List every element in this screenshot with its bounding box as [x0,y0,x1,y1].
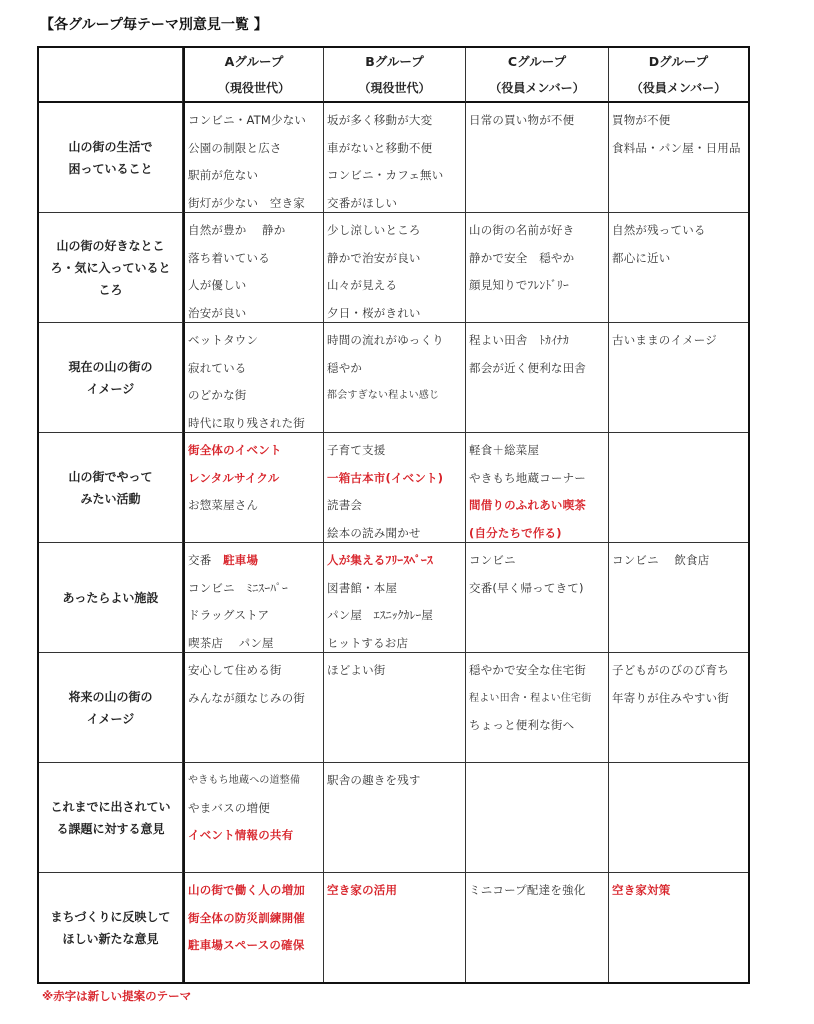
opinion-item: 程よい田舎 ﾄｶｲﾅｶ [469,333,569,347]
opinion-item: 読書会 [327,498,363,512]
proposal-item: 人が集えるﾌﾘｰｽﾍﾟｰｽ [327,553,433,567]
opinion-item: 古いままのイメージ [612,333,717,347]
row-theme-line: ころ [98,282,123,297]
row-theme-label [39,873,183,982]
opinion-item: 買物が不便 [612,113,671,127]
opinion-item: コンビニ ﾐﾆｽｰﾊﾟｰ [188,580,288,595]
proposal-item: 一箱古本市(イベント) [327,470,444,485]
opinion-cell [324,433,466,543]
row-theme-text [50,796,170,840]
opinion-cell [183,653,324,763]
column-group-role: （役員メンバー） [630,81,727,95]
opinion-item: 時代に取り残された街 [188,415,305,430]
row-theme-text [51,906,171,950]
opinion-item: 時間の流れがゆっくり [327,333,444,347]
opinion-item: コンビニ [469,553,516,567]
opinion-item: ほどよい街 [327,663,386,677]
opinion-cell [609,763,748,873]
opinion-item: 山の街の名前が好き [469,223,575,237]
row-theme-text [50,235,170,301]
opinion-item: 駅舎の趣きを残す [327,773,421,787]
proposal-item: 街全体のイベント [188,443,282,457]
opinion-item: 街灯が少ない 空き家 [188,195,305,210]
opinion-item: 静かで安全 穏やか [469,250,575,265]
opinion-item: 都会が近く便利な田舎 [469,360,586,375]
row-theme-text [68,466,152,510]
opinion-item: みんなが顔なじみの街 [188,690,305,705]
opinion-cell [183,763,324,873]
opinion-item: 人が優しい [188,278,247,292]
row-theme-label [39,213,183,323]
opinion-item [188,547,323,575]
opinion-cell [183,323,324,433]
opinion-cell [466,103,609,213]
row-theme-line: ろ・気に入っていると [50,260,171,275]
opinion-cell [609,103,748,213]
opinion-cell [324,543,466,653]
row-theme-text [68,136,152,180]
column-group-role: （現役世代） [217,81,290,95]
opinion-cell [466,873,609,982]
opinion-item: 程よい田舎・程よい住宅街 [469,692,592,704]
column-group-name: Bグループ [365,54,424,69]
opinion-cell [466,543,609,653]
row-theme-line: イメージ [86,711,135,726]
opinion-cell [609,543,748,653]
proposal-item: (自分たちで作る) [469,525,562,540]
opinion-item: 自然が残っている [612,223,706,237]
opinion-item: やまバスの増便 [188,800,270,815]
row-theme-text [68,356,152,400]
opinion-item: コンビニ・カフェ無い [327,168,444,182]
opinion-item: 穏やかで安全な住宅街 [469,663,586,677]
opinion-item: 治安が良い [188,305,247,320]
row-theme-label [39,763,183,873]
opinion-item: 顔見知りでﾌﾚﾝﾄﾞﾘｰ [469,278,569,292]
opinion-item: 駅前が危ない [188,168,259,182]
column-header [466,48,609,103]
opinion-item: 喫茶店 パン屋 [188,635,274,650]
opinion-item: 公園の制限と広さ [188,140,282,155]
opinion-cell [466,433,609,543]
proposal-item: 空き家の活用 [327,883,398,897]
opinion-item: 都会すぎない程よい感じ [327,390,440,401]
row-theme-text [63,587,159,609]
row-theme-line: 現在の山の街の [68,359,153,374]
proposal-item: レンタルサイクル [188,470,280,485]
row-theme-line: 将来の山の街の [68,689,153,704]
opinion-item: 車がないと移動不便 [327,140,433,155]
proposal-item: 街全体の防災訓練開催 [188,910,305,925]
opinion-item: 軽食＋総菜屋 [469,443,540,457]
row-theme-label [39,103,183,213]
row-theme-line: 困っていること [68,161,153,176]
opinion-cell [609,873,748,982]
header-corner [39,48,183,103]
proposal-item: 山の街で働く人の増加 [188,883,305,897]
row-theme-label [39,323,183,433]
opinion-item: ちょっと便利な街へ [469,718,575,732]
row-theme-label [39,653,183,763]
opinion-cell [609,323,748,433]
opinion-item: 日常の買い物が不便 [469,113,575,127]
opinion-cell [466,323,609,433]
row-theme-label [39,543,183,653]
column-header [609,48,748,103]
row-theme-line: まちづくりに反映して [50,909,171,924]
opinion-cell [324,873,466,982]
opinion-cell [609,433,748,543]
opinion-item: 落ち着いている [188,250,270,265]
opinion-item: 絵本の読み聞かせ [327,525,421,540]
opinion-cell [466,763,609,873]
opinion-item: 子どもがのびのび育ち [612,663,729,677]
opinion-cell [466,213,609,323]
opinion-cell [324,213,466,323]
column-group-role: （現役世代） [358,81,431,95]
proposal-item: イベント情報の共有 [188,828,294,842]
opinion-cell [466,653,609,763]
opinion-cell [609,213,748,323]
proposal-fragment: 駐車場 [223,553,259,567]
opinion-item: 穏やか [327,360,363,375]
opinion-cell [609,653,748,763]
row-theme-line: 山の街の好きなとこ [56,238,165,253]
row-theme-line: みたい活動 [80,491,141,506]
opinion-item: ヒットするお店 [327,635,409,650]
opinion-cell [324,103,466,213]
opinion-item: お惣菜屋さん [188,498,259,512]
opinion-item: 山々が見える [327,278,398,292]
row-theme-label [39,433,183,543]
row-theme-line: 山の街でやって [68,469,153,484]
column-group-name: Aグループ [224,54,284,69]
opinion-cell [324,323,466,433]
row-theme-line: イメージ [86,381,135,396]
opinion-item: 自然が豊か 静か [188,223,286,237]
opinion-item: 夕日・桜がきれい [327,305,421,320]
opinion-item: 年寄りが住みやすい街 [612,690,729,705]
column-group-name: Cグループ [507,54,567,69]
opinion-item: 交番(早く帰ってきて) [469,580,584,595]
opinion-item: コンビニ・ATM少ない [188,113,307,127]
column-group-name: Dグループ [648,54,709,69]
opinion-item: 食料品・パン屋・日用品 [612,140,741,155]
proposal-item: 空き家対策 [612,883,671,897]
column-header [324,48,466,103]
opinion-item: ドラッグストア [188,608,270,622]
opinion-item: 坂が多く移動が大変 [327,113,433,127]
column-header [183,48,324,103]
opinion-item: 安心して住める街 [188,663,282,677]
opinion-item: ベットタウン [188,333,259,347]
opinion-table [37,46,750,984]
document-title: 【各グループ毎テーマ別意見一覧 】 [40,17,268,33]
row-theme-line: これまでに出されてい [50,799,171,814]
opinion-cell [324,763,466,873]
row-theme-line: る課題に対する意見 [56,821,165,836]
opinion-item: やきもち地蔵コーナー [469,470,586,485]
legend-note: ※赤字は新しい提案のテーマ [42,989,192,1003]
opinion-item: 都心に近い [612,250,671,265]
opinion-cell [183,433,324,543]
column-group-role: （役員メンバー） [489,81,585,95]
row-theme-text [68,686,152,730]
opinion-item: 少し涼しいところ [327,223,421,237]
opinion-cell [183,213,324,323]
opinion-item: ミニコープ配達を強化 [469,883,586,897]
row-theme-line: 山の街の生活で [68,139,153,154]
opinion-cell [183,103,324,213]
proposal-item: 間借りのふれあい喫茶 [469,498,586,512]
opinion-item: やきもち地蔵への道整備 [188,775,301,786]
opinion-cell [324,653,466,763]
opinion-cell [183,873,324,982]
opinion-item: 交番がほしい [327,195,398,210]
proposal-item: 駐車場スペースの確保 [188,938,305,952]
opinion-item: 子育て支援 [327,443,386,457]
opinion-cell [183,543,324,653]
opinion-item: コンビニ 飲食店 [612,553,710,567]
opinion-item: 図書館・本屋 [327,580,398,595]
opinion-item: 静かで治安が良い [327,250,421,265]
opinion-fragment: 交番 [188,553,224,567]
opinion-item: 寂れている [188,360,247,375]
row-theme-line: あったらよい施設 [62,590,159,605]
opinion-item: パン屋 ｴｽﾆｯｸｶﾚｰ屋 [327,608,434,622]
row-theme-line: ほしい新たな意見 [62,931,159,946]
opinion-item: のどかな街 [188,388,247,402]
